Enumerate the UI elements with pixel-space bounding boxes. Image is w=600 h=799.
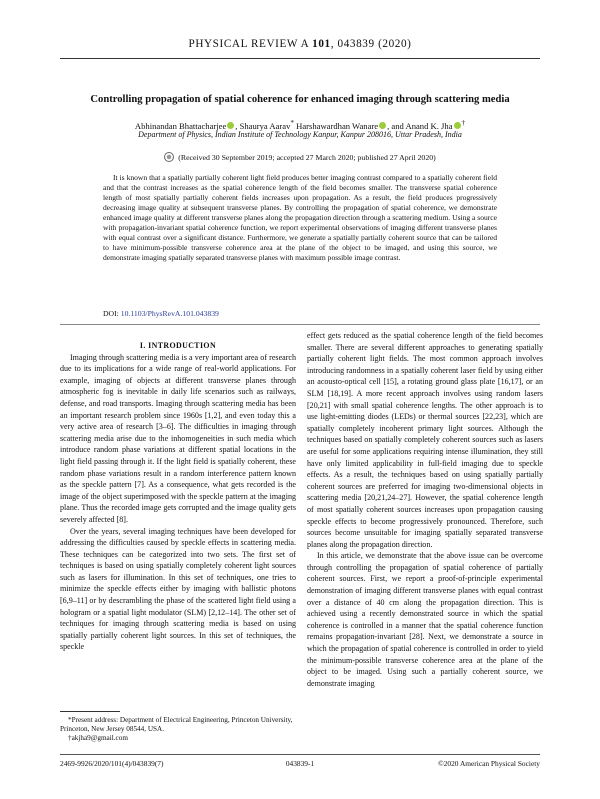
- abstract-rule: [60, 324, 540, 325]
- footnote: *Present address: Department of Electrical Engineering, Princeton University, Princeton, New Jersey 08544, USA.: [60, 716, 293, 733]
- footer-issn: 2469-9926/2020/101(4)/043839(7): [60, 759, 164, 768]
- left-column: [60, 340, 296, 653]
- orcid-icon[interactable]: [454, 122, 461, 129]
- footnotes: [60, 716, 296, 743]
- article-number: , 043839 (2020): [330, 38, 412, 50]
- copyright: ©2020 American Physical Society: [438, 759, 540, 768]
- paragraph: Imaging through scattering media is a very important area of research due to its implications for a wide range of real-world applications. For example, imaging of objects at different transverse planes through atmospheric fog is inevitable in daily life scenarios such as railways, defense, and road transports. Imaging through scattering media has been an important research problem since 1960s [1,2], and even today this a very active area of research [3–6]. The difficulties in imaging through scattering media arise due to the inhomogeneities in such media which introduce random phase variations at different spatial locations in the light field passing through it. If the light field is spatially coherent, these random phase variations result in a random interference pattern known as the speckle pattern [7]. As a consequence, what gets recorded is the image of the object superimposed with the speckle pattern at the imaging plane. Thus the recorded image gets corrupted and the image quality gets severely affected [8].: [60, 352, 296, 524]
- paragraph: In this article, we demonstrate that the above issue can be overcome through controlling the propagation of spatial coherence of partially coherent sources. First, we report a proof-of-principle experimental demonstration of imaging different transverse planes with equal contrast over a distance of 40 cm along the propagation direction. This is achieved using a recently demonstrated source in which the spatial coherence is controlled in a manner that the spatial coherence function remains propagation-invariant [28]. Next, we demonstrate a source in which the propagation of spatial coherence is controlled in order to yield the minimum-possible transverse coherence area at the plane of the object to be imaged. Using such a partially coherent source, we demonstrate imaging: [307, 551, 543, 688]
- author-3: Harshawardhan Wanare: [296, 120, 379, 131]
- author-4-mark: †: [461, 119, 466, 127]
- journal-volume: 101: [312, 38, 331, 50]
- right-column: [307, 330, 543, 689]
- page-number: 043839-1: [285, 759, 315, 768]
- section-heading: I. INTRODUCTION: [139, 341, 217, 350]
- footnote: †akjha9@gmail.com: [68, 734, 128, 742]
- author-2: Shaurya Aarav: [239, 120, 291, 131]
- running-header: [0, 38, 600, 50]
- doi-link[interactable]: 10.1103/PhysRevA.101.043839: [120, 309, 219, 318]
- orcid-icon[interactable]: [227, 122, 234, 129]
- journal-name: PHYSICAL REVIEW A: [188, 38, 309, 50]
- doi-line: [103, 309, 219, 318]
- author-1: Abhinandan Bhattacharjee: [134, 120, 227, 131]
- abstract: It is known that a spatially partially coherent light field produces better imaging contrast compared to a spatially coherent field and that the contrast increases as the spatial coherence length of the field becomes smaller. The transverse spatial coherence length of most spatially partially coherent fields increases upon propagation. As a result, the field produces progressively decreasing image quality at subsequent transverse planes. By controlling the propagation of spatial coherence, we demonstrate enhanced image quality at different transverse planes along the propagation direction through a scattering medium. Using a source with propagation-invariant spatial coherence function, we report experimental observations of imaging different transverse planes with equal contrast over a significant distance. Furthermore, we generate a spatially partially coherent source that can be tailored to have minimum-possible transverse coherence area at the plane of the object to be imaged, and using this source, we demonstrate imaging spatially separated transverse planes with maximum possible image contrast.: [103, 173, 497, 262]
- paragraph: effect gets reduced as the spatial coherence length of the field becomes smaller. There are several different approaches to generating spatially partially coherent light fields. The most common approach involves introducing randomness in a spatially coherent laser field by using either an acousto-optical cell [15], a rotating ground glass plate [16,17], or an SLM [18,19]. A more recent approach involves using random lasers [20,21] with small spatial coherence lengths. The other approach is to use light-emitting diodes (LEDs) or thermal sources [22,23], which are spatially completely incoherent primary light sources. Although the techniques based on spatially completely coherent sources such as lasers are useful for some applications requiring intense illumination, they still have only limited applicability in full-field imaging due to speckle effects. As a result, the techniques based on using spatially partially coherent sources are preferred for imaging two-dimensional objects in scattering media [20,21,24–27]. However, the spatial coherence length of most spatially coherent sources increases upon propagation causing speckle effects to become progressively pronounced. Therefore, such sources become unsuitable for imaging spatially separated transverse planes along the propagation direction.: [307, 331, 543, 549]
- author-4: Anand K. Jha: [405, 120, 453, 131]
- header-rule: [60, 58, 540, 59]
- paper-title: Controlling propagation of spatial coherence for enhanced imaging through scattering media: [90, 94, 510, 105]
- affiliation: Department of Physics, Indian Institute of Technology Kanpur, Kanpur 208016, Uttar Pradesh, India: [138, 130, 462, 139]
- author-2-mark: *: [290, 119, 294, 127]
- doi-label: DOI:: [103, 309, 119, 318]
- orcid-icon[interactable]: [379, 122, 386, 129]
- footer-rule: [60, 754, 540, 755]
- paragraph: Over the years, several imaging techniques have been developed for addressing the difficulties caused by speckle effects in scattering media. These techniques can be categorized into two sets. The first set of techniques is based on using spatially completely coherent light sources such as lasers for illumination. In this set of techniques, one tries to minimize the speckle effects either by imaging with ballistic photons [6,9–11] or by descrambling the phase of the scattered light field using a hologram or a spatial light modulator (SLM) [2,12–14]. The other set of techniques for imaging through scattering media is based on using spatially partially coherent light sources. In this set of techniques, the speckle: [60, 526, 296, 652]
- check-for-updates-icon[interactable]: [164, 152, 174, 162]
- received-dates: (Received 30 September 2019; accepted 27 March 2020; published 27 April 2020): [178, 153, 436, 162]
- footnote-rule: [60, 711, 120, 712]
- author-list: Abhinandan Bhattacharjee , Shaurya Aarav* Harshawardhan Wanare , and Anand K. Jha †: [134, 119, 466, 131]
- received-line: [40, 152, 560, 162]
